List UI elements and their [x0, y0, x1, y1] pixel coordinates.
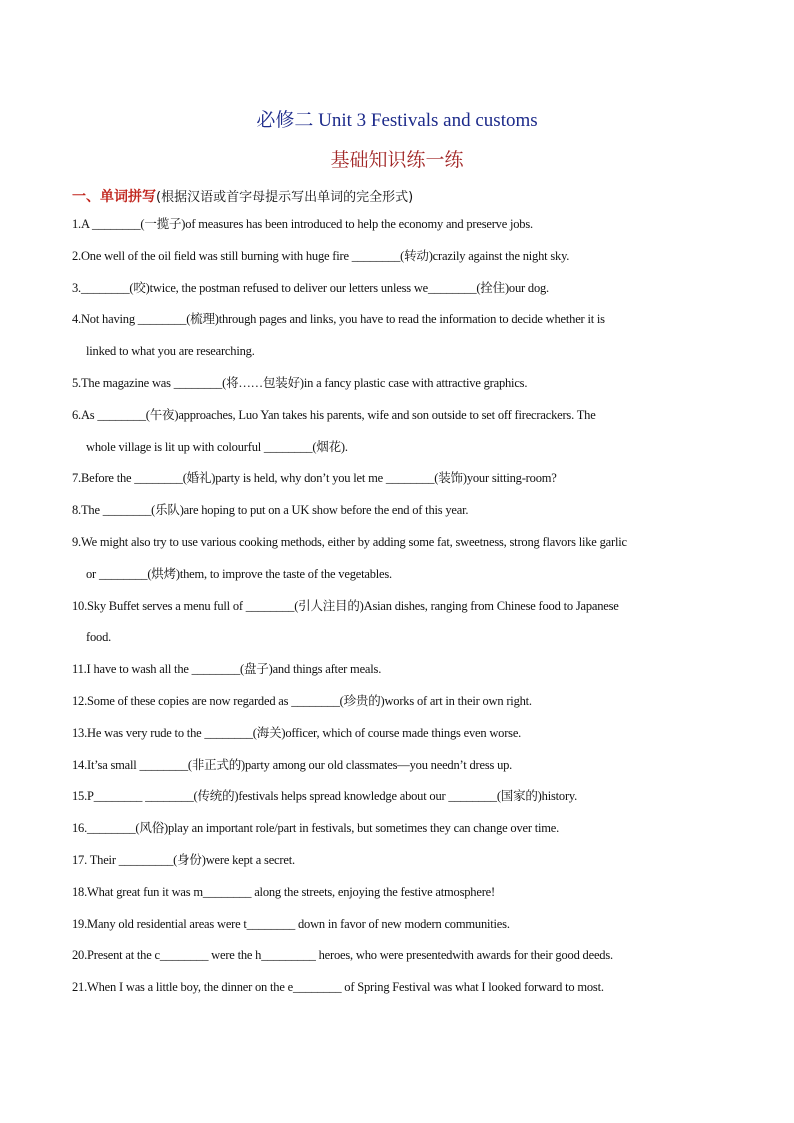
section-heading: 一、单词拼写 — [72, 189, 156, 205]
document-title: 必修二 Unit 3 Festivals and customs — [256, 110, 538, 131]
section-heading-block — [72, 186, 413, 206]
exercise-item: 7.Before the ________(婚礼)party is held, why don’t you let me ________(装饰)your sitting-room? — [72, 471, 557, 486]
exercise-item: 8.The ________(乐队)are hoping to put on a UK show before the end of this year. — [72, 503, 469, 518]
exercise-item: 15.P________ ________(传统的)festivals helps spread knowledge about our ________(国家的)history. — [72, 789, 578, 804]
exercise-item: 14.It’sa small ________(非正式的)party among our old classmates—you needn’t dress up. — [72, 757, 513, 772]
exercise-item: 1.A ________(一揽子)of measures has been introduced to help the economy and preserve jobs. — [72, 217, 533, 231]
exercise-item-continuation: linked to what you are researching. — [86, 344, 255, 359]
exercise-item: 13.He was very rude to the ________(海关)officer, which of course made things even worse. — [72, 725, 522, 740]
exercise-item: 21.When I was a little boy, the dinner on the e________ of Spring Festival was what I looked forward to most. — [72, 980, 604, 995]
exercise-item: 5.The magazine was ________(将……包装好)in a fancy plastic case with attractive graphics. — [72, 375, 528, 390]
exercise-item-continuation: food. — [86, 630, 112, 645]
section-instruction: (根据汉语或首字母提示写出单词的完全形式) — [156, 190, 414, 205]
exercise-item: 4.Not having ________(梳理)through pages and links, you have to read the information to decide whether it is — [72, 312, 605, 327]
exercise-item: 2.One well of the oil field was still burning with huge fire ________(转动)crazily against the night sky. — [72, 248, 570, 263]
exercise-list — [72, 216, 732, 1011]
exercise-item: 9.We might also try to use various cooking methods, either by adding some fat, sweetness, strong flavors like garlic — [72, 534, 627, 549]
exercise-item: 17. Their _________(身份)were kept a secret. — [72, 852, 295, 867]
exercise-item-continuation: whole village is lit up with colourful ________(烟花). — [86, 439, 348, 454]
exercise-item: 10.Sky Buffet serves a menu full of ________(引人注目的)Asian dishes, ranging from Chinese food to Japanese — [72, 598, 619, 613]
exercise-item: 12.Some of these copies are now regarded as ________(珍贵的)works of art in their own right. — [72, 693, 532, 708]
exercise-item: 18.What great fun it was m________ along the streets, enjoying the festive atmosphere! — [72, 884, 495, 899]
document-subtitle: 基础知识练一练 — [330, 149, 464, 171]
exercise-item: 11.I have to wash all the ________(盘子)and things after meals. — [72, 662, 382, 677]
exercise-item: 6.As ________(午夜)approaches, Luo Yan takes his parents, wife and son outside to set off firecrackers. The — [72, 407, 596, 422]
exercise-item: 20.Present at the c________ were the h_________ heroes, who were presentedwith awards for their good deeds. — [72, 948, 613, 963]
exercise-item: 3.________(咬)twice, the postman refused to deliver our letters unless we________(拴住)our dog. — [72, 280, 549, 295]
exercise-item: 16.________(风俗)play an important role/part in festivals, but sometimes they can change over time. — [72, 821, 560, 836]
exercise-item-continuation: or ________(烘烤)them, to improve the taste of the vegetables. — [86, 566, 392, 581]
exercise-item: 19.Many old residential areas were t________ down in favor of new modern communities. — [72, 916, 510, 931]
